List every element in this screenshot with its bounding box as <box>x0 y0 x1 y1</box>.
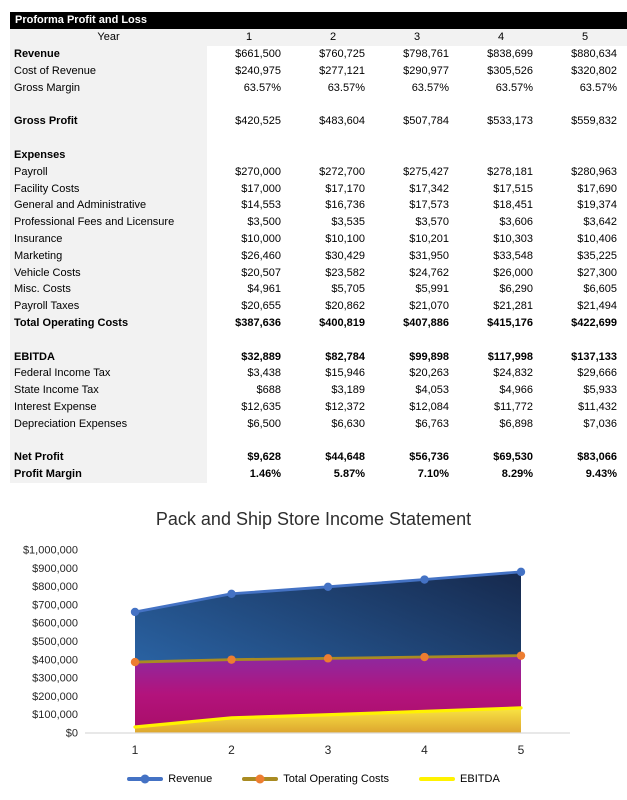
value-cell: $277,121 <box>319 64 365 77</box>
data-point-marker <box>131 658 139 666</box>
y-axis-tick-label: $900,000 <box>32 562 78 575</box>
row-label: Facility Costs <box>10 180 207 197</box>
value-cell <box>375 432 459 449</box>
value-cell <box>207 96 291 113</box>
value-cell: $407,886 <box>403 316 449 329</box>
y-axis-tick-label: $1,000,000 <box>22 544 78 557</box>
value-cell: $20,862 <box>325 300 365 313</box>
value-cell: $275,427 <box>403 165 449 178</box>
value-cell <box>459 331 543 348</box>
value-cell: $305,526 <box>487 64 533 77</box>
value-cell: 63.57% <box>243 81 281 94</box>
value-cell <box>543 147 627 164</box>
value-cell: $23,582 <box>325 266 365 279</box>
table-year-row <box>10 29 627 46</box>
legend-item-ebitda <box>419 773 500 785</box>
value-cell: $99,898 <box>409 350 449 363</box>
value-cell: $272,700 <box>319 165 365 178</box>
value-cell: $69,530 <box>493 451 533 464</box>
y-axis-tick-label: $200,000 <box>32 690 78 703</box>
legend-label-ebitda: EBITDA <box>460 773 500 785</box>
row-label: Depreciation Expenses <box>10 415 207 432</box>
row-label: Expenses <box>10 147 207 164</box>
profit-and-loss-table <box>10 12 627 483</box>
value-cell: $278,181 <box>487 165 533 178</box>
data-point-marker <box>227 655 235 663</box>
value-cell: $10,100 <box>325 232 365 245</box>
area-chart-plot <box>0 538 627 763</box>
year-cell: 5 <box>581 31 589 44</box>
value-cell: $17,170 <box>325 182 365 195</box>
income-statement-chart <box>0 500 627 800</box>
value-cell: $3,535 <box>331 216 365 229</box>
value-cell: $9,628 <box>247 451 281 464</box>
value-cell: $6,290 <box>499 283 533 296</box>
value-cell: $3,500 <box>247 216 281 229</box>
value-cell <box>291 147 375 164</box>
legend-item-revenue <box>127 773 212 785</box>
value-cell: $838,699 <box>487 48 533 61</box>
value-cell <box>291 130 375 147</box>
value-cell: $82,784 <box>325 350 365 363</box>
x-axis-tick-label: 4 <box>421 743 428 757</box>
value-cell: 63.57% <box>411 81 449 94</box>
x-axis-tick-label: 2 <box>228 743 235 757</box>
value-cell: $137,133 <box>571 350 617 363</box>
value-cell: $880,634 <box>571 48 617 61</box>
value-cell <box>291 96 375 113</box>
value-cell: $6,630 <box>331 417 365 430</box>
value-cell: $18,451 <box>493 199 533 212</box>
value-cell: 63.57% <box>327 81 365 94</box>
value-cell: $24,762 <box>409 266 449 279</box>
table-row <box>10 264 627 281</box>
value-cell: $117,998 <box>487 350 533 363</box>
total-operating-costs-marker-icon <box>256 775 265 784</box>
value-cell <box>375 130 459 147</box>
value-cell: $688 <box>256 384 281 397</box>
table-row <box>10 147 627 164</box>
value-cell: $56,736 <box>409 451 449 464</box>
row-label <box>10 96 207 113</box>
ebitda-line-icon <box>419 777 455 781</box>
value-cell: $21,494 <box>577 300 617 313</box>
value-cell <box>375 96 459 113</box>
year-cell: 3 <box>413 31 421 44</box>
value-cell: $4,961 <box>247 283 281 296</box>
value-cell: $10,000 <box>241 232 281 245</box>
data-point-marker <box>420 653 428 661</box>
value-cell: $20,655 <box>241 300 281 313</box>
value-cell: $20,263 <box>409 367 449 380</box>
value-cell: 9.43% <box>585 468 617 481</box>
value-cell: $12,084 <box>409 400 449 413</box>
value-cell: $6,605 <box>583 283 617 296</box>
chart-title: Pack and Ship Store Income Statement <box>155 509 472 529</box>
value-cell <box>207 432 291 449</box>
value-cell: $15,946 <box>325 367 365 380</box>
row-label: State Income Tax <box>10 382 207 399</box>
value-cell: $3,570 <box>415 216 449 229</box>
value-cell: $270,000 <box>235 165 281 178</box>
data-point-marker <box>517 568 525 576</box>
value-cell: $5,991 <box>415 283 449 296</box>
row-label: Cost of Revenue <box>10 63 207 80</box>
value-cell <box>543 331 627 348</box>
value-cell: $4,966 <box>499 384 533 397</box>
row-label: Gross Margin <box>10 79 207 96</box>
value-cell: $320,802 <box>571 64 617 77</box>
value-cell: $3,189 <box>331 384 365 397</box>
year-cell: 2 <box>329 31 337 44</box>
row-label <box>10 432 207 449</box>
row-label: Revenue <box>10 46 207 63</box>
row-label: Professional Fees and Licensure <box>10 214 207 231</box>
value-cell <box>543 96 627 113</box>
value-cell: $3,438 <box>247 367 281 380</box>
row-label: Insurance <box>10 231 207 248</box>
row-label: Net Profit <box>10 449 207 466</box>
x-axis-tick-label: 5 <box>517 743 525 757</box>
value-cell: $31,950 <box>409 249 449 262</box>
value-cell: $415,176 <box>487 316 533 329</box>
value-cell <box>459 130 543 147</box>
table-row <box>10 399 627 416</box>
value-cell: $21,070 <box>409 300 449 313</box>
row-label: Federal Income Tax <box>10 365 207 382</box>
value-cell: $3,642 <box>583 216 617 229</box>
value-cell: $29,666 <box>577 367 617 380</box>
value-cell: 8.29% <box>501 468 533 481</box>
chart-legend <box>0 768 627 790</box>
value-cell: $17,342 <box>409 182 449 195</box>
row-label: Vehicle Costs <box>10 264 207 281</box>
table-row <box>10 163 627 180</box>
legend-label-revenue: Revenue <box>168 773 213 785</box>
data-point-marker <box>131 608 139 616</box>
table-row <box>10 348 627 365</box>
value-cell: $420,525 <box>235 115 281 128</box>
value-cell: $6,898 <box>499 417 533 430</box>
value-cell <box>207 331 291 348</box>
value-cell: 63.57% <box>579 81 617 94</box>
value-cell: $17,000 <box>241 182 281 195</box>
value-cell: $16,736 <box>325 199 365 212</box>
value-cell <box>459 96 543 113</box>
value-cell: $5,933 <box>583 384 617 397</box>
y-axis-tick-label: $700,000 <box>32 599 78 612</box>
table-title: Proforma Profit and Loss <box>10 12 627 29</box>
row-label <box>10 331 207 348</box>
value-cell: $290,977 <box>403 64 449 77</box>
value-cell: $17,515 <box>493 182 533 195</box>
value-cell: 7.10% <box>417 468 449 481</box>
value-cell: $10,201 <box>409 232 449 245</box>
row-label: Marketing <box>10 247 207 264</box>
row-label: General and Administrative <box>10 197 207 214</box>
row-label <box>10 130 207 147</box>
y-axis-tick-label: $800,000 <box>32 581 78 594</box>
value-cell: $507,784 <box>403 115 449 128</box>
value-cell: $17,690 <box>577 182 617 195</box>
table-row <box>10 63 627 80</box>
value-cell: $12,635 <box>241 400 281 413</box>
row-label: Profit Margin <box>10 466 207 483</box>
value-cell <box>291 331 375 348</box>
value-cell <box>459 432 543 449</box>
table-row <box>10 79 627 96</box>
value-cell: $19,374 <box>577 199 617 212</box>
data-point-marker <box>227 590 235 598</box>
value-cell: $798,761 <box>403 48 449 61</box>
year-row-label: Year <box>10 29 207 46</box>
value-cell: 63.57% <box>495 81 533 94</box>
table-row <box>10 197 627 214</box>
table-row <box>10 214 627 231</box>
value-cell: $10,406 <box>577 232 617 245</box>
value-cell: $7,036 <box>583 417 617 430</box>
table-body <box>10 29 627 483</box>
table-row <box>10 382 627 399</box>
data-point-marker <box>420 575 428 583</box>
value-cell <box>375 331 459 348</box>
year-cell: 1 <box>245 31 253 44</box>
data-point-marker <box>517 651 525 659</box>
value-cell: 1.46% <box>249 468 281 481</box>
revenue-line-icon <box>127 777 163 781</box>
value-cell: $4,053 <box>415 384 449 397</box>
table-row <box>10 46 627 63</box>
table-row <box>10 180 627 197</box>
legend-item-total-operating-costs <box>242 773 389 785</box>
table-blank-row <box>10 331 627 348</box>
table-blank-row <box>10 130 627 147</box>
value-cell: $5,705 <box>331 283 365 296</box>
table-row <box>10 415 627 432</box>
value-cell: $240,975 <box>235 64 281 77</box>
value-cell: $27,300 <box>577 266 617 279</box>
value-cell: $11,772 <box>494 400 533 413</box>
value-cell: 5.87% <box>333 468 365 481</box>
table-row <box>10 113 627 130</box>
value-cell: $6,763 <box>415 417 449 430</box>
table-row <box>10 298 627 315</box>
total-operating-costs-line-icon <box>242 777 278 781</box>
data-point-marker <box>324 583 332 591</box>
data-point-marker <box>324 654 332 662</box>
value-cell: $400,819 <box>319 316 365 329</box>
value-cell <box>207 130 291 147</box>
y-axis-tick-label: $300,000 <box>32 672 78 685</box>
y-axis-tick-label: $600,000 <box>32 617 78 630</box>
table-blank-row <box>10 96 627 113</box>
value-cell: $21,281 <box>493 300 533 313</box>
row-label: Payroll <box>10 163 207 180</box>
y-axis-tick-label: $0 <box>65 727 78 740</box>
value-cell: $17,573 <box>409 199 449 212</box>
table-row <box>10 231 627 248</box>
value-cell: $32,889 <box>241 350 281 363</box>
value-cell: $533,173 <box>487 115 533 128</box>
row-label: Payroll Taxes <box>10 298 207 315</box>
value-cell: $483,604 <box>319 115 365 128</box>
row-label: Total Operating Costs <box>10 315 207 332</box>
table-row <box>10 281 627 298</box>
y-axis-tick-label: $400,000 <box>32 654 78 667</box>
table-row <box>10 449 627 466</box>
revenue-marker-icon <box>141 775 150 784</box>
value-cell: $422,699 <box>571 316 617 329</box>
value-cell: $14,553 <box>241 199 281 212</box>
value-cell <box>543 130 627 147</box>
value-cell: $6,500 <box>247 417 281 430</box>
value-cell: $280,963 <box>571 165 617 178</box>
table-row <box>10 466 627 483</box>
value-cell: $760,725 <box>319 48 365 61</box>
y-axis-tick-label: $100,000 <box>32 709 78 722</box>
value-cell: $30,429 <box>325 249 365 262</box>
value-cell <box>291 432 375 449</box>
table-row <box>10 365 627 382</box>
value-cell: $33,548 <box>493 249 533 262</box>
table-row <box>10 247 627 264</box>
value-cell <box>207 147 291 164</box>
x-axis-tick-label: 3 <box>324 743 332 757</box>
value-cell: $24,832 <box>493 367 533 380</box>
table-blank-row <box>10 432 627 449</box>
value-cell: $3,606 <box>499 216 533 229</box>
row-label: Misc. Costs <box>10 281 207 298</box>
x-axis-tick-label: 1 <box>131 743 139 757</box>
row-label: EBITDA <box>10 348 207 365</box>
value-cell: $44,648 <box>325 451 365 464</box>
y-axis-tick-label: $500,000 <box>32 636 78 648</box>
value-cell <box>543 432 627 449</box>
value-cell <box>459 147 543 164</box>
value-cell: $387,636 <box>235 316 281 329</box>
value-cell: $20,507 <box>241 266 281 279</box>
value-cell <box>375 147 459 164</box>
value-cell: $661,500 <box>235 48 281 61</box>
value-cell: $12,372 <box>325 400 365 413</box>
value-cell: $83,066 <box>577 451 617 464</box>
value-cell: $26,460 <box>241 249 281 262</box>
row-label: Gross Profit <box>10 113 207 130</box>
legend-label-total-operating-costs: Total Operating Costs <box>283 773 390 785</box>
value-cell: $35,225 <box>577 249 617 262</box>
table-row <box>10 315 627 332</box>
value-cell: $26,000 <box>493 266 533 279</box>
value-cell: $11,432 <box>578 400 617 413</box>
value-cell: $559,832 <box>571 115 617 128</box>
row-label: Interest Expense <box>10 399 207 416</box>
year-cell: 4 <box>497 31 505 44</box>
value-cell: $10,303 <box>493 232 533 245</box>
